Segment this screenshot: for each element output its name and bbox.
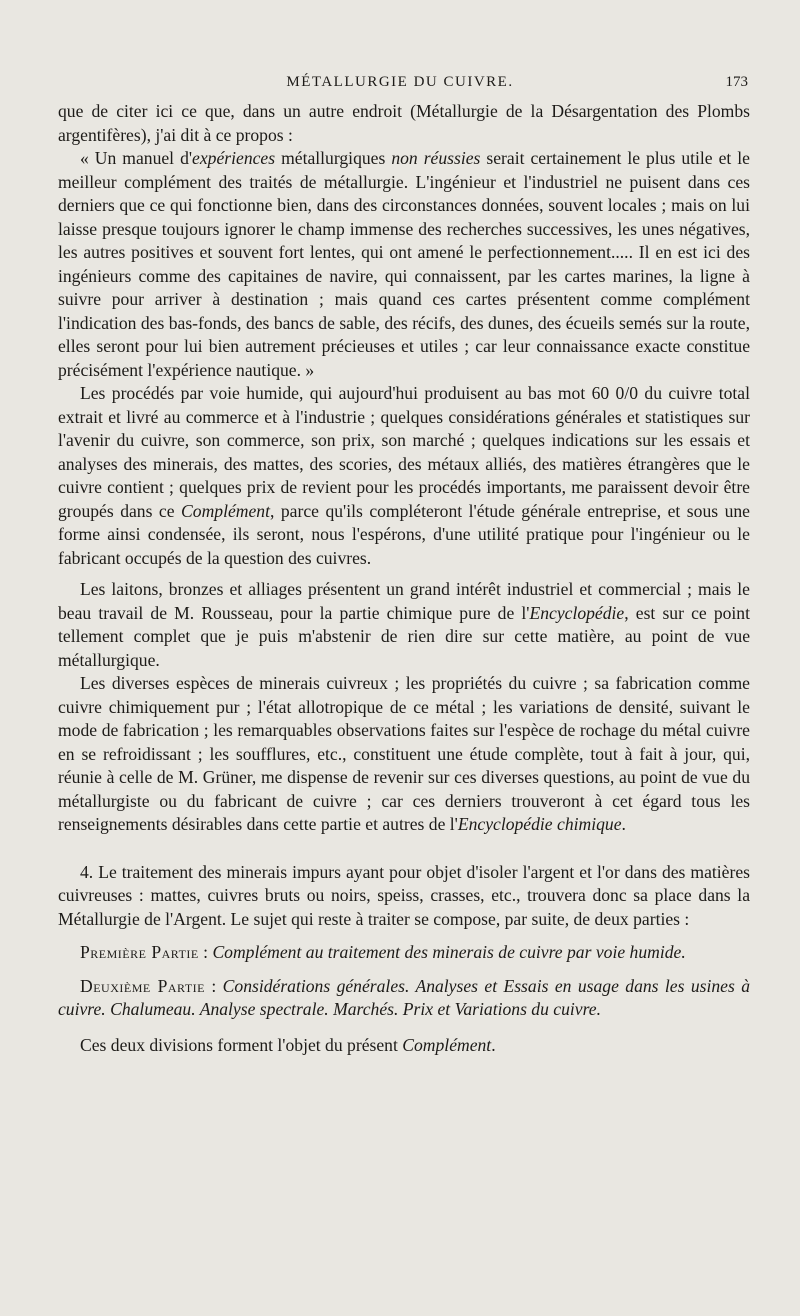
paragraph-section-4: 4. Le traitement des minerais impurs ayant pour objet d'isoler l'argent et l'or dans des matières cuivreuses : mattes, cuivres bruts ou noirs, speiss, crasses, etc., trouvera donc sa place dans la Métallurgie de l'Argent. Le sujet qui reste à traiter se compose, par suite, de deux parties : (58, 861, 750, 929)
paragraph-procedes (58, 382, 750, 570)
text-run: Les procédés par voie humide, qui aujourd'hui produisent au bas mot 60 0/0 du cuivre total extrait et livré au commerce et à l'industrie ; quelques considérations générales et statistiques sur l'avenir du cuivre, son commerce, son prix, son marché ; quelques indications sur les essais et analyses des minerais, des mattes, des scories, des métaux alliés, des matières étrangères que le cuivre contient ; quelques prix de revient pour les procédés importants, me paraissent devoir être groupés dans ce (58, 383, 750, 521)
quote-text: métallurgiques (275, 148, 392, 168)
emphasis: Encyclopédie (529, 602, 625, 623)
text-run: Les diverses espèces de minerais cuivreux ; les propriétés du cuivre ; sa fabrication comme cuivre chimiquement pur ; l'état allotropique de ce métal ; les variations de densité, suivant le mode de fabrication ; les remarquables observations faites sur l'espèce de rochage du métal cuivre en se refroidissant ; les soufflures, etc., constituent une étude complète, tout à fait à jour, qui, réunie à celle de M. Grüner, me dispense de revenir sur ces diverses questions, au point de vue du métallurgiste ou du fabricant de cuivre ; car ces derniers trouveront à cet égard tous les renseignements désirables dans cette partie et autres de l' (58, 673, 750, 834)
emphasis: Complément (402, 1034, 492, 1055)
part-separator: : (198, 942, 213, 962)
paragraph-conclusion (58, 1034, 750, 1058)
paragraph-laitons (58, 578, 750, 672)
text-run: Les laitons, bronzes et alliages présentent un grand intérêt industriel et commercial ; mais le beau travail de M. Rousseau, pour la partie chimique pure de l' (58, 579, 750, 623)
quote-emphasis: non réussies (391, 148, 481, 168)
part-one-title: Complément au traitement des minerais de cuivre par voie humide. (212, 942, 686, 962)
text-run: . (491, 1034, 496, 1055)
part-separator: : (204, 975, 223, 996)
quote-text: « Un manuel d' (80, 148, 193, 168)
part-two-label: Deuxième Partie (80, 975, 205, 996)
part-one-label: Première Partie (80, 942, 199, 962)
emphasis: Complément (181, 500, 270, 521)
quote-emphasis: expériences (192, 148, 276, 168)
quote-text: serait certainement le plus utile et le meilleur complément des traités de métallurgie. L'ingénieur et l'industriel ne puisent dans ces derniers que ce qui fonctionne bien, dans des circonstances données, souvent locales ; mais on lui laisse presque toujours ignorer le champ immense des recherches successives, les unes négatives, les autres positives et souvent fort lentes, qui ont amené le perfectionnement..... Il en est ici des ingénieurs comme des capitaines de navire, qui connaissent, par les cartes marines, la ligne à suivre pour arriver à destination ; mais quand ces cartes présentent comme complément l'indication des bas-fonds, des bancs de sable, des récifs, des dunes, des écueils semés sur la route, elles seront pour lui bien autrement précieuses et utiles ; car leur connaissance exacte constitue précisément l'expérience nautique. » (58, 148, 750, 380)
paragraph-quotation (58, 147, 750, 382)
emphasis: Encyclopédie chimique (457, 814, 622, 834)
text-run: Ces deux divisions forment l'objet du présent (80, 1034, 403, 1055)
body-text (58, 100, 750, 1057)
page-number: 173 (725, 74, 748, 90)
paragraph-intro: que de citer ici ce que, dans un autre endroit (Métallurgie de la Désargentation des Plombs argentifères), j'ai dit à ce propos : (58, 101, 750, 145)
text-run: , parce qu'ils compléteront l'étude générale entreprise, et sous une forme ainsi condensée, ils seront, nous l'espérons, d'une utilité pratique pour l'ingénieur ou le fabricant occupés de la question des cuivres. (58, 500, 750, 568)
text-run: . (621, 814, 626, 834)
part-one-entry (58, 941, 750, 965)
part-two-title: Considérations générales. Analyses et Essais en usage dans les usines à cuivre. Chalumeau. Analyse spectrale. Marchés. Prix et Variations du cuivre. (58, 975, 751, 1019)
text-run: , est sur ce point tellement complet que je puis m'abstenir de rien dire sur cette matière, au point de vue métallurgique. (58, 602, 750, 670)
running-head (0, 74, 800, 94)
part-two-entry (58, 975, 750, 1022)
paragraph-minerais (58, 672, 750, 837)
running-head-title: MÉTALLURGIE DU CUIVRE. (286, 74, 514, 90)
